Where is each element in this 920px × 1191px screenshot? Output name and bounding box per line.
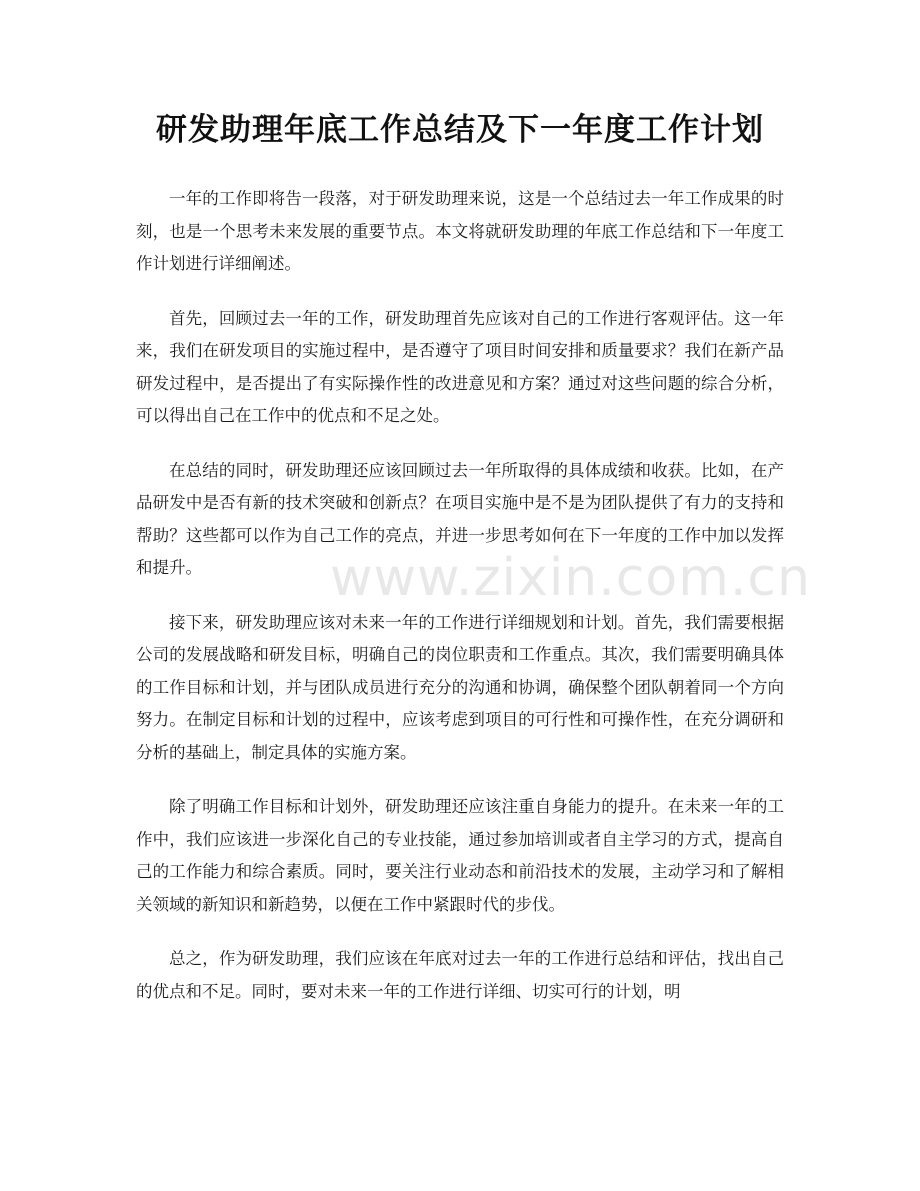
paragraph-review: 首先，回顾过去一年的工作，研发助理首先应该对自己的工作进行客观评估。这一年来，我们在研发项目的实施过程中，是否遵守了项目时间安排和质量要求？我们在新产品研发过程中，是否提出了有实际操作性的改进意见和方案？通过对这些问题的综合分析，可以得出自己在工作中的优点和不足之处。 bbox=[136, 308, 784, 425]
paragraph-conclusion: 总之，作为研发助理，我们应该在年底对过去一年的工作进行总结和评估，找出自己的优点和不足。同时，要对未来一年的工作进行详细、切实可行的计划，明 bbox=[136, 949, 784, 1001]
document-body bbox=[136, 183, 784, 1030]
paragraph-planning: 接下来，研发助理应该对未来一年的工作进行详细规划和计划。首先，我们需要根据公司的发展战略和研发目标，明确自己的岗位职责和工作重点。其次，我们需要明确具体的工作目标和计划，并与团队成员进行充分的沟通和协调，确保整个团队朝着同一个方向努力。在制定目标和计划的过程中，应该考虑到项目的可行性和可操作性，在充分调研和分析的基础上，制定具体的实施方案。 bbox=[136, 612, 784, 762]
document-title: 研发助理年底工作总结及下一年度工作计划 bbox=[156, 112, 764, 148]
paragraph-achievements: 在总结的同时，研发助理还应该回顾过去一年所取得的具体成绩和收获。比如，在产品研发中是否有新的技术突破和创新点？在项目实施中是不是为团队提供了有力的支持和帮助？这些都可以作为自己工作的亮点，并进一步思考如何在下一年度的工作中加以发挥和提升。 bbox=[136, 460, 784, 577]
watermark: www.zixin.com.cn bbox=[330, 548, 811, 608]
paragraph-intro: 一年的工作即将告一段落，对于研发助理来说，这是一个总结过去一年工作成果的时刻，也是一个思考未来发展的重要节点。本文将就研发助理的年底工作总结和下一年度工作计划进行详细阐述。 bbox=[136, 189, 784, 273]
paragraph-self-improvement: 除了明确工作目标和计划外，研发助理还应该注重自身能力的提升。在未来一年的工作中，我们应该进一步深化自己的专业技能，通过参加培训或者自主学习的方式，提高自己的工作能力和综合素质。同时，要关注行业动态和前沿技术的发展，主动学习和了解相关领域的新知识和新趋势，以便在工作中紧跟时代的步伐。 bbox=[136, 797, 784, 914]
